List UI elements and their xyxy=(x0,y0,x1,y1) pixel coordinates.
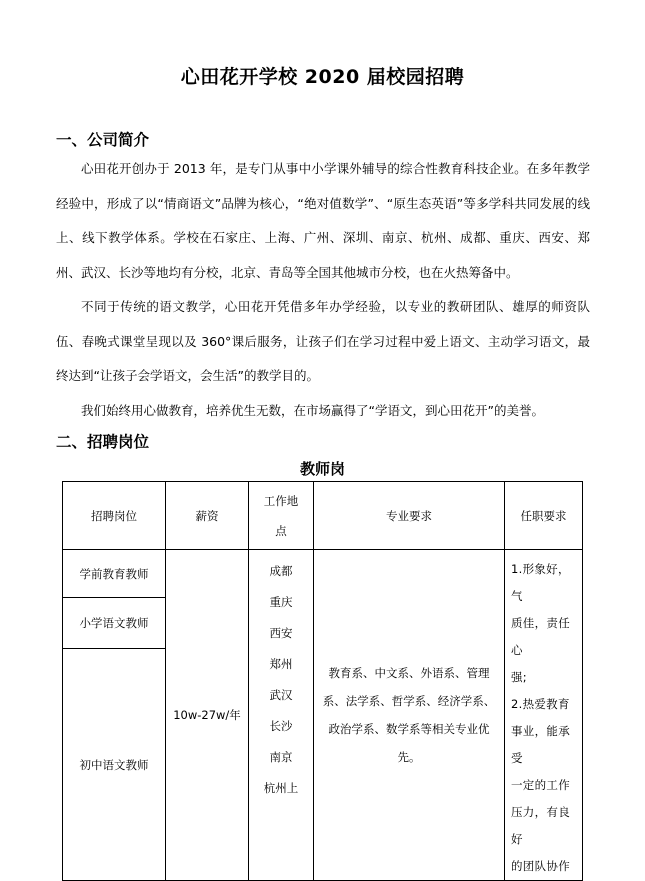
requirement-line: 事业，能承受 xyxy=(511,724,570,765)
position-cell: 学前教育教师 xyxy=(63,550,166,598)
positions-table xyxy=(62,481,583,881)
table-header-row xyxy=(63,482,583,550)
header-location xyxy=(249,482,314,550)
section-heading-company: 一、公司简介 xyxy=(56,131,150,149)
header-salary: 薪资 xyxy=(166,482,249,550)
company-intro-paragraph-3: 我们始终用心做教育，培养优生无数，在市场赢得了“学语文，到心田花开”的美誉。 xyxy=(81,403,544,418)
location-item: 成都 xyxy=(269,564,293,578)
requirement-line: 一定的工作 xyxy=(511,778,570,792)
location-item: 南京 xyxy=(269,750,293,764)
company-intro-paragraph-1: 心田花开创办于 2013 年，是专门从事中小学课外辅导的综合性教育科技企业。在多年教学经验中，形成了以“情商语文”品牌为核心，“绝对值数学”、“原生态英语”等多学科共同发展的线上、线下教学体系。学校在石家庄、上海、广州、深圳、南京、杭州、成都、重庆、西安、郑州、武汉、长沙等地均有分校，北京、青岛等全国其他城市分校，也在火热筹备中。 xyxy=(56,161,590,280)
position-cell: 小学语文教师 xyxy=(63,598,166,649)
section-heading-positions: 二、招聘岗位 xyxy=(56,433,150,451)
requirements-cell xyxy=(505,550,583,881)
header-major: 专业要求 xyxy=(314,482,505,550)
location-item: 杭州上 xyxy=(263,781,299,795)
location-item: 长沙 xyxy=(269,719,293,733)
header-location-line-2: 点 xyxy=(275,523,287,538)
table-title: 教师岗 xyxy=(299,460,345,478)
requirement-line: 2.热爱教育 xyxy=(511,697,570,711)
requirement-line: 压力，有良好 xyxy=(511,805,570,846)
requirement-line: 强; xyxy=(511,670,527,684)
major-cell: 教育系、中文系、外语系、管理系、法学系、哲学系、经济学系、政治学系、数学系等相关专业优先。 xyxy=(314,550,505,881)
company-intro-paragraph-2: 不同于传统的语文教学，心田花开凭借多年办学经验，以专业的教研团队、雄厚的师资队伍、春晚式课堂呈现以及 360°课后服务，让孩子们在学习过程中爱上语文、主动学习语文，最终达到“让孩子会学语文，会生活”的教学目的。 xyxy=(56,299,590,383)
location-item: 郑州 xyxy=(269,657,293,671)
location-item: 重庆 xyxy=(269,595,293,609)
requirement-line: 1.形象好，气 xyxy=(511,562,570,603)
requirement-line: 质佳，责任心 xyxy=(511,616,570,657)
requirement-line: 的团队协作 xyxy=(511,859,570,873)
location-item: 西安 xyxy=(269,626,293,640)
document-title: 心田花开学校 2020 届校园招聘 xyxy=(180,66,465,88)
table-row xyxy=(63,550,583,598)
header-location-line-1: 工作地 xyxy=(263,493,299,508)
header-requirements: 任职要求 xyxy=(505,482,583,550)
location-item: 武汉 xyxy=(269,688,293,702)
header-position: 招聘岗位 xyxy=(63,482,166,550)
position-cell: 初中语文教师 xyxy=(63,649,166,881)
location-cell xyxy=(249,550,314,881)
salary-cell: 10w-27w/年 xyxy=(166,550,249,881)
